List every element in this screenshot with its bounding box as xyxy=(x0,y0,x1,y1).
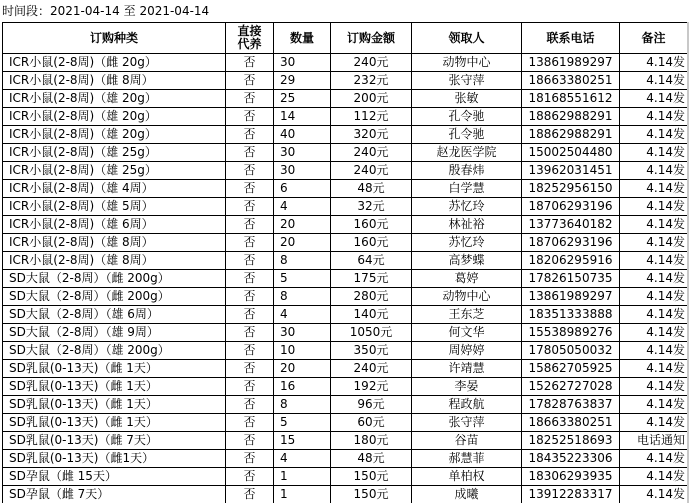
cell-product: ICR小鼠(2-8周)（雄 5周） xyxy=(3,198,226,216)
table-body xyxy=(3,54,688,503)
cell-direct-care: 否 xyxy=(226,342,274,360)
cell-phone: 18168551612 xyxy=(522,90,620,108)
cell-product: SD乳鼠(0-13天)（雌 7天） xyxy=(3,432,226,450)
table-header-row xyxy=(3,23,688,54)
cell-product: ICR小鼠(2-8周)（雄 8周） xyxy=(3,252,226,270)
cell-remark: 4.14发 xyxy=(620,216,688,234)
cell-recipient: 高梦蝶 xyxy=(412,252,522,270)
cell-product: ICR小鼠(2-8周)（雌 20g） xyxy=(3,54,226,72)
cell-recipient: 孔令驰 xyxy=(412,108,522,126)
table-row xyxy=(3,108,688,126)
cell-phone: 15862705925 xyxy=(522,360,620,378)
cell-amount: 64元 xyxy=(331,252,412,270)
cell-recipient: 周婷婷 xyxy=(412,342,522,360)
table-row xyxy=(3,450,688,468)
table-row xyxy=(3,396,688,414)
cell-recipient: 李晏 xyxy=(412,378,522,396)
cell-amount: 240元 xyxy=(331,360,412,378)
cell-amount: 32元 xyxy=(331,198,412,216)
date-range-label: 时间段： xyxy=(2,4,51,18)
orders-table xyxy=(2,22,688,503)
cell-direct-care: 否 xyxy=(226,234,274,252)
cell-phone: 13861989297 xyxy=(522,288,620,306)
cell-remark: 4.14发 xyxy=(620,72,688,90)
table-row xyxy=(3,126,688,144)
cell-recipient: 苏忆玲 xyxy=(412,198,522,216)
cell-quantity: 30 xyxy=(274,162,331,180)
cell-product: SD乳鼠(0-13天)（雌1天） xyxy=(3,450,226,468)
cell-recipient: 动物中心 xyxy=(412,54,522,72)
cell-product: ICR小鼠(2-8周)（雄 25g） xyxy=(3,162,226,180)
cell-recipient: 单柏权 xyxy=(412,468,522,486)
cell-product: SD孕鼠（雌 7天） xyxy=(3,486,226,503)
cell-recipient: 动物中心 xyxy=(412,288,522,306)
cell-remark: 4.14发 xyxy=(620,468,688,486)
table-row xyxy=(3,198,688,216)
table-row xyxy=(3,90,688,108)
table-row xyxy=(3,72,688,90)
cell-amount: 280元 xyxy=(331,288,412,306)
cell-direct-care: 否 xyxy=(226,270,274,288)
cell-quantity: 30 xyxy=(274,324,331,342)
cell-product: SD乳鼠(0-13天)（雌 1天） xyxy=(3,396,226,414)
cell-product: ICR小鼠(2-8周)（雄 20g） xyxy=(3,126,226,144)
date-range-end: 2021-04-14 xyxy=(139,4,210,18)
cell-quantity: 20 xyxy=(274,234,331,252)
cell-phone: 15538989276 xyxy=(522,324,620,342)
col-header-amount: 订购金额 xyxy=(331,23,412,54)
cell-remark: 4.14发 xyxy=(620,306,688,324)
cell-remark: 4.14发 xyxy=(620,54,688,72)
cell-phone: 17805050032 xyxy=(522,342,620,360)
table-row xyxy=(3,306,688,324)
table-row xyxy=(3,162,688,180)
cell-phone: 15002504480 xyxy=(522,144,620,162)
cell-quantity: 4 xyxy=(274,306,331,324)
cell-recipient: 何文华 xyxy=(412,324,522,342)
cell-amount: 150元 xyxy=(331,468,412,486)
cell-direct-care: 否 xyxy=(226,126,274,144)
cell-remark: 4.14发 xyxy=(620,144,688,162)
cell-remark: 4.14发 xyxy=(620,234,688,252)
cell-direct-care: 否 xyxy=(226,288,274,306)
cell-direct-care: 否 xyxy=(226,54,274,72)
cell-recipient: 许靖慧 xyxy=(412,360,522,378)
cell-quantity: 30 xyxy=(274,54,331,72)
cell-direct-care: 否 xyxy=(226,144,274,162)
cell-phone: 18706293196 xyxy=(522,234,620,252)
cell-quantity: 8 xyxy=(274,396,331,414)
table-row xyxy=(3,432,688,450)
table-row xyxy=(3,486,688,503)
cell-amount: 1050元 xyxy=(331,324,412,342)
cell-recipient: 王东芝 xyxy=(412,306,522,324)
cell-quantity: 5 xyxy=(274,270,331,288)
table-row xyxy=(3,180,688,198)
table-row xyxy=(3,54,688,72)
cell-remark: 4.14发 xyxy=(620,342,688,360)
cell-phone: 17826150735 xyxy=(522,270,620,288)
col-header-product: 订购种类 xyxy=(3,23,226,54)
cell-product: ICR小鼠(2-8周)（雄 20g） xyxy=(3,90,226,108)
cell-recipient: 程政航 xyxy=(412,396,522,414)
cell-remark: 4.14发 xyxy=(620,414,688,432)
cell-phone: 13861989297 xyxy=(522,54,620,72)
cell-phone: 18252956150 xyxy=(522,180,620,198)
cell-remark: 4.14发 xyxy=(620,108,688,126)
table-row xyxy=(3,414,688,432)
table-row xyxy=(3,324,688,342)
cell-amount: 192元 xyxy=(331,378,412,396)
cell-amount: 160元 xyxy=(331,216,412,234)
cell-direct-care: 否 xyxy=(226,72,274,90)
cell-amount: 240元 xyxy=(331,54,412,72)
cell-quantity: 6 xyxy=(274,180,331,198)
cell-recipient: 谷苗 xyxy=(412,432,522,450)
cell-direct-care: 否 xyxy=(226,180,274,198)
cell-remark: 电话通知 xyxy=(620,432,688,450)
cell-recipient: 孔令驰 xyxy=(412,126,522,144)
cell-recipient: 苏忆玲 xyxy=(412,234,522,252)
cell-quantity: 30 xyxy=(274,144,331,162)
cell-remark: 4.14发 xyxy=(620,252,688,270)
cell-amount: 240元 xyxy=(331,144,412,162)
cell-recipient: 郝慧菲 xyxy=(412,450,522,468)
cell-product: SD大鼠（2-8周）（雄 6周） xyxy=(3,306,226,324)
table-row xyxy=(3,234,688,252)
table-row xyxy=(3,144,688,162)
cell-product: ICR小鼠(2-8周)（雄 4周） xyxy=(3,180,226,198)
cell-product: SD大鼠（2-8周）（雄 9周） xyxy=(3,324,226,342)
cell-phone: 18206295916 xyxy=(522,252,620,270)
cell-remark: 4.14发 xyxy=(620,180,688,198)
cell-product: SD孕鼠（雌 15天） xyxy=(3,468,226,486)
cell-product: ICR小鼠(2-8周)（雄 8周） xyxy=(3,234,226,252)
cell-direct-care: 否 xyxy=(226,378,274,396)
cell-direct-care: 否 xyxy=(226,360,274,378)
cell-recipient: 张敏 xyxy=(412,90,522,108)
cell-product: ICR小鼠(2-8周)（雄 20g） xyxy=(3,108,226,126)
cell-direct-care: 否 xyxy=(226,324,274,342)
cell-amount: 160元 xyxy=(331,234,412,252)
cell-quantity: 4 xyxy=(274,450,331,468)
col-header-recipient: 领取人 xyxy=(412,23,522,54)
cell-quantity: 20 xyxy=(274,360,331,378)
cell-direct-care: 否 xyxy=(226,468,274,486)
cell-direct-care: 否 xyxy=(226,414,274,432)
table-row xyxy=(3,270,688,288)
date-range-start: 2021-04-14 xyxy=(50,4,120,18)
cell-remark: 4.14发 xyxy=(620,396,688,414)
cell-recipient: 葛婷 xyxy=(412,270,522,288)
table-row xyxy=(3,378,688,396)
cell-amount: 112元 xyxy=(331,108,412,126)
cell-direct-care: 否 xyxy=(226,90,274,108)
cell-phone: 18351333888 xyxy=(522,306,620,324)
cell-phone: 13773640182 xyxy=(522,216,620,234)
cell-recipient: 张守萍 xyxy=(412,414,522,432)
cell-direct-care: 否 xyxy=(226,216,274,234)
cell-quantity: 1 xyxy=(274,468,331,486)
cell-product: ICR小鼠(2-8周)（雌 8周） xyxy=(3,72,226,90)
cell-quantity: 15 xyxy=(274,432,331,450)
cell-amount: 175元 xyxy=(331,270,412,288)
cell-remark: 4.14发 xyxy=(620,288,688,306)
cell-quantity: 8 xyxy=(274,288,331,306)
cell-amount: 96元 xyxy=(331,396,412,414)
cell-product: SD大鼠（2-8周）（雌 200g） xyxy=(3,270,226,288)
cell-phone: 17828763837 xyxy=(522,396,620,414)
cell-amount: 320元 xyxy=(331,126,412,144)
cell-amount: 240元 xyxy=(331,162,412,180)
cell-phone: 18706293196 xyxy=(522,198,620,216)
cell-amount: 200元 xyxy=(331,90,412,108)
cell-recipient: 白学慧 xyxy=(412,180,522,198)
col-header-quantity: 数量 xyxy=(274,23,331,54)
cell-quantity: 29 xyxy=(274,72,331,90)
cell-phone: 18306293935 xyxy=(522,468,620,486)
cell-product: ICR小鼠(2-8周)（雄 6周） xyxy=(3,216,226,234)
cell-quantity: 8 xyxy=(274,252,331,270)
cell-remark: 4.14发 xyxy=(620,270,688,288)
cell-remark: 4.14发 xyxy=(620,360,688,378)
cell-remark: 4.14发 xyxy=(620,198,688,216)
cell-product: SD乳鼠(0-13天)（雌 1天） xyxy=(3,414,226,432)
cell-amount: 180元 xyxy=(331,432,412,450)
col-header-remark: 备注 xyxy=(620,23,688,54)
table-row xyxy=(3,360,688,378)
cell-remark: 4.14发 xyxy=(620,324,688,342)
cell-product: SD乳鼠(0-13天)（雌 1天） xyxy=(3,360,226,378)
cell-phone: 18252518693 xyxy=(522,432,620,450)
cell-product: SD乳鼠(0-13天)（雌 1天） xyxy=(3,378,226,396)
table-row xyxy=(3,288,688,306)
cell-quantity: 25 xyxy=(274,90,331,108)
cell-remark: 4.14发 xyxy=(620,126,688,144)
cell-quantity: 5 xyxy=(274,414,331,432)
cell-direct-care: 否 xyxy=(226,486,274,503)
cell-direct-care: 否 xyxy=(226,252,274,270)
cell-direct-care: 否 xyxy=(226,450,274,468)
cell-phone: 18663380251 xyxy=(522,72,620,90)
cell-direct-care: 否 xyxy=(226,108,274,126)
cell-amount: 150元 xyxy=(331,486,412,503)
cell-remark: 4.14发 xyxy=(620,486,688,503)
cell-quantity: 40 xyxy=(274,126,331,144)
cell-product: SD大鼠（2-8周）（雌 200g） xyxy=(3,288,226,306)
cell-direct-care: 否 xyxy=(226,396,274,414)
cell-amount: 60元 xyxy=(331,414,412,432)
cell-remark: 4.14发 xyxy=(620,378,688,396)
cell-recipient: 赵龙医学院 xyxy=(412,144,522,162)
cell-recipient: 成曦 xyxy=(412,486,522,503)
cell-phone: 18663380251 xyxy=(522,414,620,432)
cell-phone: 18435223306 xyxy=(522,450,620,468)
table-row xyxy=(3,252,688,270)
cell-quantity: 10 xyxy=(274,342,331,360)
cell-amount: 140元 xyxy=(331,306,412,324)
cell-quantity: 4 xyxy=(274,198,331,216)
cell-amount: 48元 xyxy=(331,450,412,468)
col-header-direct-care: 直接 代养 xyxy=(226,23,274,54)
date-range-header xyxy=(0,0,689,22)
cell-recipient: 张守萍 xyxy=(412,72,522,90)
cell-remark: 4.14发 xyxy=(620,162,688,180)
cell-recipient: 林祉裕 xyxy=(412,216,522,234)
cell-direct-care: 否 xyxy=(226,432,274,450)
cell-amount: 232元 xyxy=(331,72,412,90)
cell-phone: 18862988291 xyxy=(522,108,620,126)
cell-recipient: 殷春炜 xyxy=(412,162,522,180)
cell-phone: 15262727028 xyxy=(522,378,620,396)
cell-direct-care: 否 xyxy=(226,198,274,216)
cell-amount: 48元 xyxy=(331,180,412,198)
table-row xyxy=(3,216,688,234)
cell-remark: 4.14发 xyxy=(620,450,688,468)
cell-product: SD大鼠（2-8周）（雄 200g） xyxy=(3,342,226,360)
cell-product: ICR小鼠(2-8周)（雄 25g） xyxy=(3,144,226,162)
cell-phone: 13962031451 xyxy=(522,162,620,180)
cell-remark: 4.14发 xyxy=(620,90,688,108)
col-header-phone: 联系电话 xyxy=(522,23,620,54)
cell-quantity: 16 xyxy=(274,378,331,396)
cell-amount: 350元 xyxy=(331,342,412,360)
cell-quantity: 1 xyxy=(274,486,331,503)
cell-quantity: 14 xyxy=(274,108,331,126)
orders-table-container xyxy=(2,22,689,503)
cell-direct-care: 否 xyxy=(226,162,274,180)
table-row xyxy=(3,468,688,486)
date-range-separator: 至 xyxy=(123,4,136,18)
cell-direct-care: 否 xyxy=(226,306,274,324)
cell-phone: 13912283317 xyxy=(522,486,620,503)
table-row xyxy=(3,342,688,360)
cell-quantity: 20 xyxy=(274,216,331,234)
cell-phone: 18862988291 xyxy=(522,126,620,144)
